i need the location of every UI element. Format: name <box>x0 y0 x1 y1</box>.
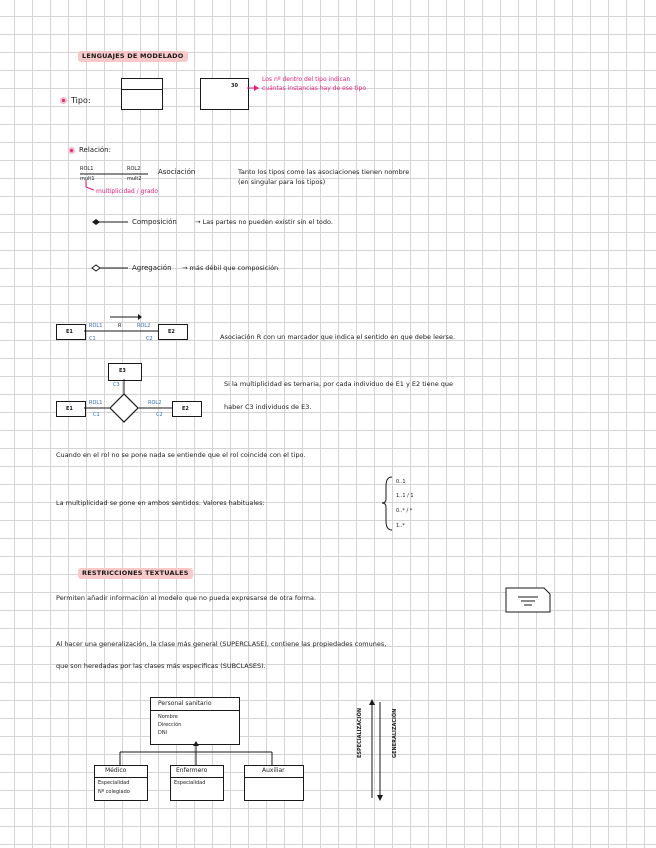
uml-subclass-attr: Especialidad <box>98 780 130 786</box>
rol2-label: ROL2 <box>127 166 141 172</box>
ternary-note-1: Si la multiplicidad es ternaria, por cada individuo de E1 y E2 tiene que <box>224 380 454 388</box>
section-title-restricciones: RESTRICCIONES TEXTUALES <box>78 568 193 579</box>
mult-value: 1..* <box>396 523 405 529</box>
binary-name: R <box>118 323 122 329</box>
ternary-c1: C1 <box>93 412 100 418</box>
uml-subclass-name: Médico <box>105 767 127 774</box>
uml-subclass-name: Enfermero <box>176 767 208 774</box>
ternary-e3-label: E3 <box>119 368 126 374</box>
multiplicidad-label: multiplicidad / grado <box>96 188 159 195</box>
binary-rol2: ROL2 <box>137 323 151 329</box>
uml-attr: Dirección <box>158 722 182 728</box>
ternary-rol1: ROL1 <box>89 400 103 406</box>
uml-attr: DNI <box>158 730 168 736</box>
restricciones-line: Permiten añadir información al modelo que no pueda expresarse de otra forma. <box>56 594 317 602</box>
tipo-label: Tipo: <box>71 96 91 105</box>
binary-note: Asociación R con un marcador que indica el sentido en que debe leerse. <box>220 333 456 341</box>
mult-value: 1..1 / 1 <box>396 493 414 499</box>
ternary-c3: C3 <box>113 382 120 388</box>
ternary-rol2: ROL2 <box>148 400 162 406</box>
binary-e1-label: E1 <box>66 329 73 335</box>
binary-c1: C1 <box>89 336 96 342</box>
rol1-label: ROL1 <box>80 166 94 172</box>
ternary-note-2: haber C3 individuos de E3. <box>224 403 312 411</box>
uml-subclass-attr: Especialidad <box>174 780 206 786</box>
ternary-e2-label: E2 <box>182 406 189 412</box>
uml-superclass-name: Personal sanitario <box>158 700 212 707</box>
generalizacion-label: GENERALIZACIÓN <box>392 708 398 758</box>
agregacion-label: Agregación <box>132 264 172 272</box>
mult-value: 0..* / * <box>396 508 413 514</box>
binary-c2: C2 <box>146 336 153 342</box>
tipo-note-2: cuántas instancias hay de ese tipo <box>262 85 367 92</box>
uml-subclass-name: Auxiliar <box>262 767 285 774</box>
binary-e2-label: E2 <box>168 329 175 335</box>
uml-attr: Nombre <box>158 714 178 720</box>
ternary-c2: C2 <box>156 412 163 418</box>
relacion-label: Relación: <box>79 146 111 154</box>
agregacion-note: → más débil que composición <box>182 264 279 272</box>
composicion-note: → Las partes no pueden existir sin el todo. <box>195 218 333 226</box>
tipo-box-number: 30 <box>231 83 238 89</box>
ternary-e1-label: E1 <box>66 406 73 412</box>
uml-subclass-attr: Nº colegiado <box>98 789 130 795</box>
binary-rol1: ROL1 <box>89 323 103 329</box>
rol-note: Cuando en el rol no se pone nada se entiende que el rol coincide con el tipo. <box>56 451 306 459</box>
asociacion-note-2: (en singular para los tipos) <box>238 178 326 186</box>
composicion-label: Composición <box>132 218 177 226</box>
asociacion-label: Asociación <box>158 168 196 176</box>
mult2-label: mult2 <box>127 176 142 182</box>
asociacion-note-1: Tanto los tipos como las asociaciones tienen nombre <box>238 168 410 176</box>
mult-value: 0..1 <box>396 479 406 485</box>
tipo-note-1: Los nº dentro del tipo indican <box>262 76 351 83</box>
mult-note: La multiplicidad se pone en ambos sentidos. Valores habituales: <box>56 499 265 507</box>
generalizacion-line-1: Al hacer una generalización, la clase más general (SUPERCLASE), contiene las propiedades comunes, <box>56 640 387 648</box>
generalizacion-line-2: que son heredadas por las clases más específicas (SUBCLASES). <box>56 662 266 670</box>
mult1-label: mult1 <box>80 176 95 182</box>
section-title-lenguajes: LENGUAJES DE MODELADO <box>78 51 188 62</box>
especializacion-label: ESPECIALIZACIÓN <box>357 707 363 758</box>
